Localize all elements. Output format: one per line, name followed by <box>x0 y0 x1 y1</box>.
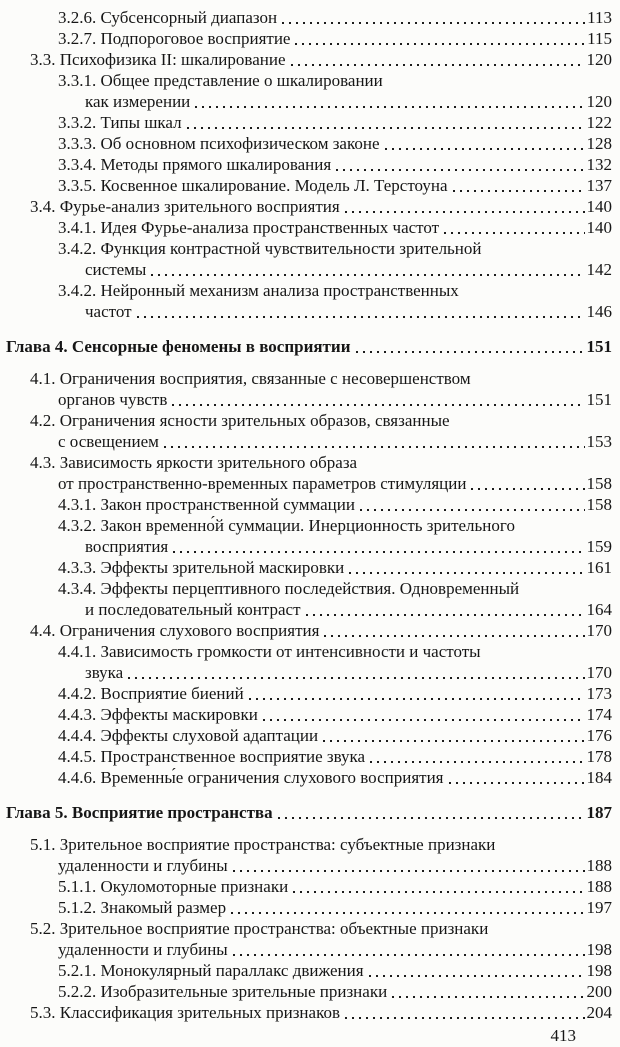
dot-leader <box>324 635 584 637</box>
toc-entry-text: 4.3. Зависимость яркости зрительного образа <box>30 453 358 472</box>
toc-entry <box>6 725 612 746</box>
toc-entry-text: как измерении <box>85 92 191 111</box>
toc-entry-text: Глава 4. Сенсорные феномены в восприятии <box>6 337 351 356</box>
dot-leader <box>293 891 584 893</box>
toc-entry <box>6 70 612 91</box>
toc-entry-text: 3.3.3. Об основном психофизическом законе <box>58 134 380 153</box>
toc-entry <box>6 960 612 981</box>
toc-entry-page: 176 <box>586 726 612 745</box>
toc-entry <box>6 112 612 133</box>
dot-leader <box>345 1017 584 1019</box>
toc-entry-text: 4.1. Ограничения восприятия, связанные с несовершенством <box>30 369 471 388</box>
toc-entry-page: 158 <box>586 474 612 493</box>
toc-entry-page: 188 <box>586 877 612 896</box>
dot-leader <box>278 817 585 819</box>
toc-entry-page: 159 <box>586 537 612 556</box>
toc-entry <box>6 981 612 1002</box>
toc-entry <box>6 683 612 704</box>
toc-entry <box>6 410 612 431</box>
toc-entry <box>6 494 612 515</box>
dot-leader <box>263 719 585 721</box>
toc-entry <box>6 49 612 70</box>
toc-entry <box>6 7 612 28</box>
toc-entry-text: 3.4. Фурье-анализ зрительного восприятия <box>30 197 340 216</box>
toc-entry-text: 5.1.2. Знакомый размер <box>58 898 227 917</box>
toc-entry <box>6 662 612 683</box>
toc-entry-text: 3.4.2. Функция контрастной чувствительности зрительной <box>58 239 482 258</box>
toc-entry-text: органов чувств <box>58 390 168 409</box>
toc-entry-text: 4.3.4. Эффекты перцептивного последействия. Одновременный <box>58 579 520 598</box>
toc-entry-page: 197 <box>586 898 612 917</box>
toc-entry <box>6 336 612 357</box>
toc-entry-text: 4.4. Ограничения слухового восприятия <box>30 621 320 640</box>
dot-leader <box>128 677 584 679</box>
dot-leader <box>137 316 585 318</box>
toc-entry-text: 3.3.4. Методы прямого шкалирования <box>58 155 332 174</box>
toc-entry <box>6 641 612 662</box>
dot-leader <box>172 404 584 406</box>
toc-entry-text: 4.4.2. Восприятие биений <box>58 684 244 703</box>
toc-entry <box>6 154 612 175</box>
toc-entry-page: 170 <box>586 663 612 682</box>
toc-entry-text: Глава 5. Восприятие пространства <box>6 803 273 822</box>
toc-entry <box>6 536 612 557</box>
toc-entry <box>6 473 612 494</box>
toc-entry-text: 4.2. Ограничения ясности зрительных образов, связанные <box>30 411 450 430</box>
toc-entry <box>6 802 612 823</box>
toc-entry-text: 4.4.1. Зависимость громкости от интенсивности и частоты <box>58 642 481 661</box>
dot-leader <box>349 572 584 574</box>
toc-entry-page: 164 <box>586 600 612 619</box>
dot-leader <box>360 509 585 511</box>
toc-entry <box>6 28 612 49</box>
dot-leader <box>282 22 585 24</box>
toc-entry-page: 204 <box>586 1003 612 1022</box>
toc-entry-text: 3.4.1. Идея Фурье-анализа пространственных частот <box>58 218 440 237</box>
toc-entry <box>6 918 612 939</box>
toc-entry-text: удаленности и глубины <box>58 940 228 959</box>
toc-entry-text: 4.3.2. Закон временно́й суммации. Инерционность зрительного <box>58 516 515 535</box>
toc-entry-text: 3.3.2. Типы шкал <box>58 113 182 132</box>
dot-leader <box>233 954 585 956</box>
toc-entry <box>6 578 612 599</box>
toc-list <box>6 7 612 1023</box>
toc-entry-page: 174 <box>586 705 612 724</box>
toc-entry-page: 115 <box>587 29 612 48</box>
toc-entry <box>6 452 612 473</box>
toc-entry <box>6 767 612 788</box>
dot-leader <box>291 64 585 66</box>
dot-leader <box>231 912 584 914</box>
dot-leader <box>444 232 584 234</box>
dot-leader <box>471 488 584 490</box>
toc-entry-page: 151 <box>586 337 612 356</box>
toc-entry-text: 5.1. Зрительное восприятие пространства: субъектные признаки <box>30 835 496 854</box>
toc-entry <box>6 175 612 196</box>
toc-entry-text: удаленности и глубины <box>58 856 228 875</box>
toc-entry <box>6 704 612 725</box>
dot-leader <box>295 43 585 45</box>
dot-leader <box>233 870 585 872</box>
dot-leader <box>356 351 585 353</box>
toc-entry <box>6 196 612 217</box>
toc-entry-page: 187 <box>586 803 612 822</box>
dot-leader <box>195 106 584 108</box>
toc-entry <box>6 939 612 960</box>
toc-entry-text: 4.3.1. Закон пространственной суммации <box>58 495 355 514</box>
dot-leader <box>173 551 584 553</box>
toc-entry-page: 113 <box>587 8 612 27</box>
toc-entry <box>6 620 612 641</box>
toc-entry-text: 4.4.4. Эффекты слуховой адаптации <box>58 726 319 745</box>
toc-entry-page: 120 <box>586 50 612 69</box>
toc-entry-text: 3.3. Психофизика II: шкалирование <box>30 50 286 69</box>
toc-entry-text: 5.2.2. Изобразительные зрительные признаки <box>58 982 388 1001</box>
toc-entry-page: 140 <box>586 197 612 216</box>
toc-entry-page: 200 <box>586 982 612 1001</box>
toc-entry-page: 184 <box>586 768 612 787</box>
toc-entry-text: 5.3. Классификация зрительных признаков <box>30 1003 341 1022</box>
toc-entry-text: 4.4.5. Пространственное восприятие звука <box>58 747 366 766</box>
toc-entry-text: 3.3.5. Косвенное шкалирование. Модель Л. Терстоуна <box>58 176 448 195</box>
toc-entry-text: 4.4.6. Временны́е ограничения слухового восприятия <box>58 768 444 787</box>
toc-entry <box>6 368 612 389</box>
dot-leader <box>392 996 584 998</box>
toc-entry-text: 3.2.6. Субсенсорный диапазон <box>58 8 278 27</box>
toc-entry <box>6 515 612 536</box>
toc-entry-page: 151 <box>586 390 612 409</box>
dot-leader <box>336 169 584 171</box>
toc-entry <box>6 217 612 238</box>
dot-leader <box>164 446 585 448</box>
toc-entry <box>6 855 612 876</box>
dot-leader <box>369 975 585 977</box>
toc-entry <box>6 1002 612 1023</box>
toc-entry-text: 4.3.3. Эффекты зрительной маскировки <box>58 558 345 577</box>
dot-leader <box>306 614 585 616</box>
toc-entry-page: 142 <box>586 260 612 279</box>
toc-entry <box>6 280 612 301</box>
toc-entry-text: и последовательный контраст <box>85 600 301 619</box>
toc-entry-page: 198 <box>586 940 612 959</box>
toc-entry-text: с освещением <box>58 432 159 451</box>
dot-leader <box>370 761 584 763</box>
toc-entry-text: 5.1.1. Окуломоторные признаки <box>58 877 289 896</box>
toc-entry-page: 137 <box>586 176 612 195</box>
toc-entry <box>6 876 612 897</box>
toc-entry <box>6 431 612 452</box>
toc-entry-page: 120 <box>586 92 612 111</box>
toc-entry-text: частот <box>85 302 132 321</box>
toc-entry <box>6 834 612 855</box>
toc-entry <box>6 91 612 112</box>
toc-entry-text: 3.4.2. Нейронный механизм анализа пространственных <box>58 281 459 300</box>
toc-entry-text: 4.4.3. Эффекты маскировки <box>58 705 258 724</box>
toc-entry-text: от пространственно-временных параметров стимуляции <box>58 474 467 493</box>
page-number-footer: 413 <box>550 1026 576 1045</box>
toc-entry-page: 128 <box>586 134 612 153</box>
toc-entry-page: 161 <box>586 558 612 577</box>
toc-entry <box>6 301 612 322</box>
toc-entry-page: 132 <box>586 155 612 174</box>
toc-entry-text: восприятия <box>85 537 169 556</box>
dot-leader <box>449 782 585 784</box>
toc-entry-page: 198 <box>586 961 612 980</box>
toc-entry <box>6 557 612 578</box>
toc-entry <box>6 133 612 154</box>
toc-entry-text: системы <box>85 260 147 279</box>
toc-entry-page: 140 <box>586 218 612 237</box>
toc-entry-text: 3.2.7. Подпороговое восприятие <box>58 29 291 48</box>
dot-leader <box>345 211 585 213</box>
toc-entry-page: 153 <box>586 432 612 451</box>
toc-entry-page: 188 <box>586 856 612 875</box>
dot-leader <box>249 698 585 700</box>
toc-entry <box>6 389 612 410</box>
toc-entry-text: звука <box>85 663 124 682</box>
toc-entry-page: 173 <box>586 684 612 703</box>
toc-entry-page: 146 <box>586 302 612 321</box>
dot-leader <box>187 127 585 129</box>
toc-entry-text: 5.2. Зрительное восприятие пространства: объектные признаки <box>30 919 489 938</box>
toc-entry <box>6 238 612 259</box>
toc-entry-page: 178 <box>586 747 612 766</box>
toc-entry-text: 3.3.1. Общее представление о шкалировании <box>58 71 383 90</box>
toc-entry <box>6 259 612 280</box>
toc-entry <box>6 746 612 767</box>
dot-leader <box>385 148 585 150</box>
toc-entry-page: 158 <box>586 495 612 514</box>
dot-leader <box>323 740 584 742</box>
dot-leader <box>453 190 585 192</box>
toc-entry-page: 122 <box>586 113 612 132</box>
toc-entry <box>6 897 612 918</box>
toc-entry-page: 170 <box>586 621 612 640</box>
toc-entry-text: 5.2.1. Монокулярный параллакс движения <box>58 961 364 980</box>
toc-entry <box>6 599 612 620</box>
dot-leader <box>151 274 584 276</box>
